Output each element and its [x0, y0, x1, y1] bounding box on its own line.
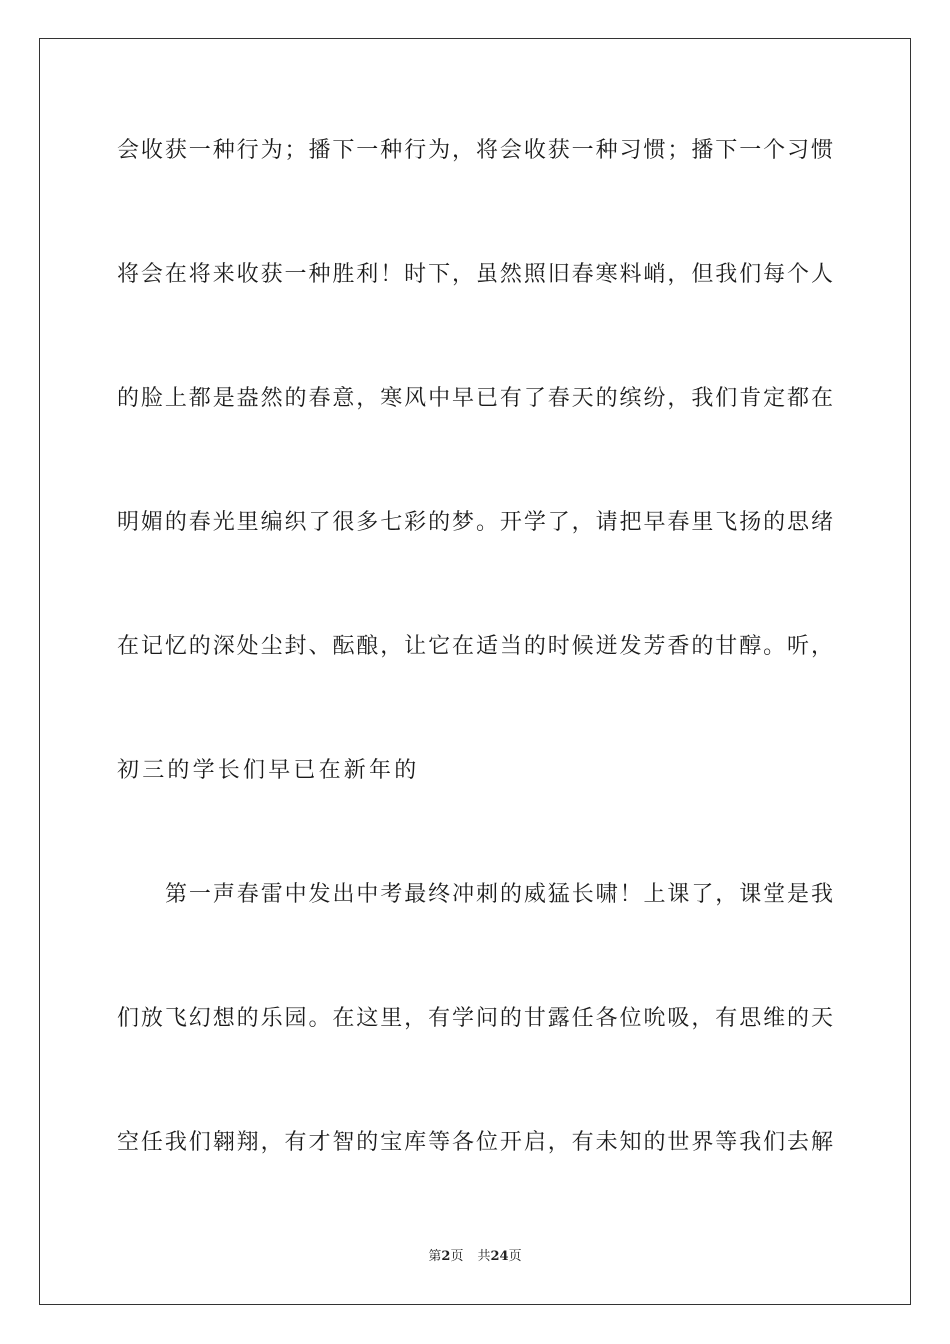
paragraph-start-line: 第一声春雷中发出中考最终冲刺的威猛长啸！上课了，课堂是我	[165, 882, 833, 907]
total-page-count: 24	[490, 1249, 509, 1264]
text-line-1: 会收获一种行为；播下一种行为，将会收获一种习惯；播下一个习惯	[117, 138, 833, 163]
total-pages-suffix: 页	[508, 1249, 522, 1264]
text-line-3: 的脸上都是盎然的春意，寒风中早已有了春天的缤纷，我们肯定都在	[117, 386, 833, 411]
page-number-prefix: 第	[428, 1249, 442, 1264]
total-pages-prefix: 共	[477, 1249, 491, 1264]
text-line-4: 明媚的春光里编织了很多七彩的梦。开学了，请把早春里飞扬的思绪	[117, 510, 833, 535]
current-page-number: 2	[441, 1249, 451, 1264]
page-number-suffix: 页	[450, 1249, 464, 1264]
page-footer	[0, 1248, 950, 1266]
text-line-6: 初三的学长们早已在新年的	[117, 758, 420, 783]
text-line-9: 空任我们翱翔，有才智的宝库等各位开启，有未知的世界等我们去解	[117, 1130, 833, 1155]
text-line-5: 在记忆的深处尘封、酝酿，让它在适当的时候迸发芳香的甘醇。听，	[117, 634, 833, 659]
text-line-8: 们放飞幻想的乐园。在这里，有学问的甘露任各位吮吸，有思维的天	[117, 1006, 833, 1031]
page-border	[39, 38, 911, 1305]
text-line-2: 将会在将来收获一种胜利！时下，虽然照旧春寒料峭，但我们每个人	[117, 262, 833, 287]
